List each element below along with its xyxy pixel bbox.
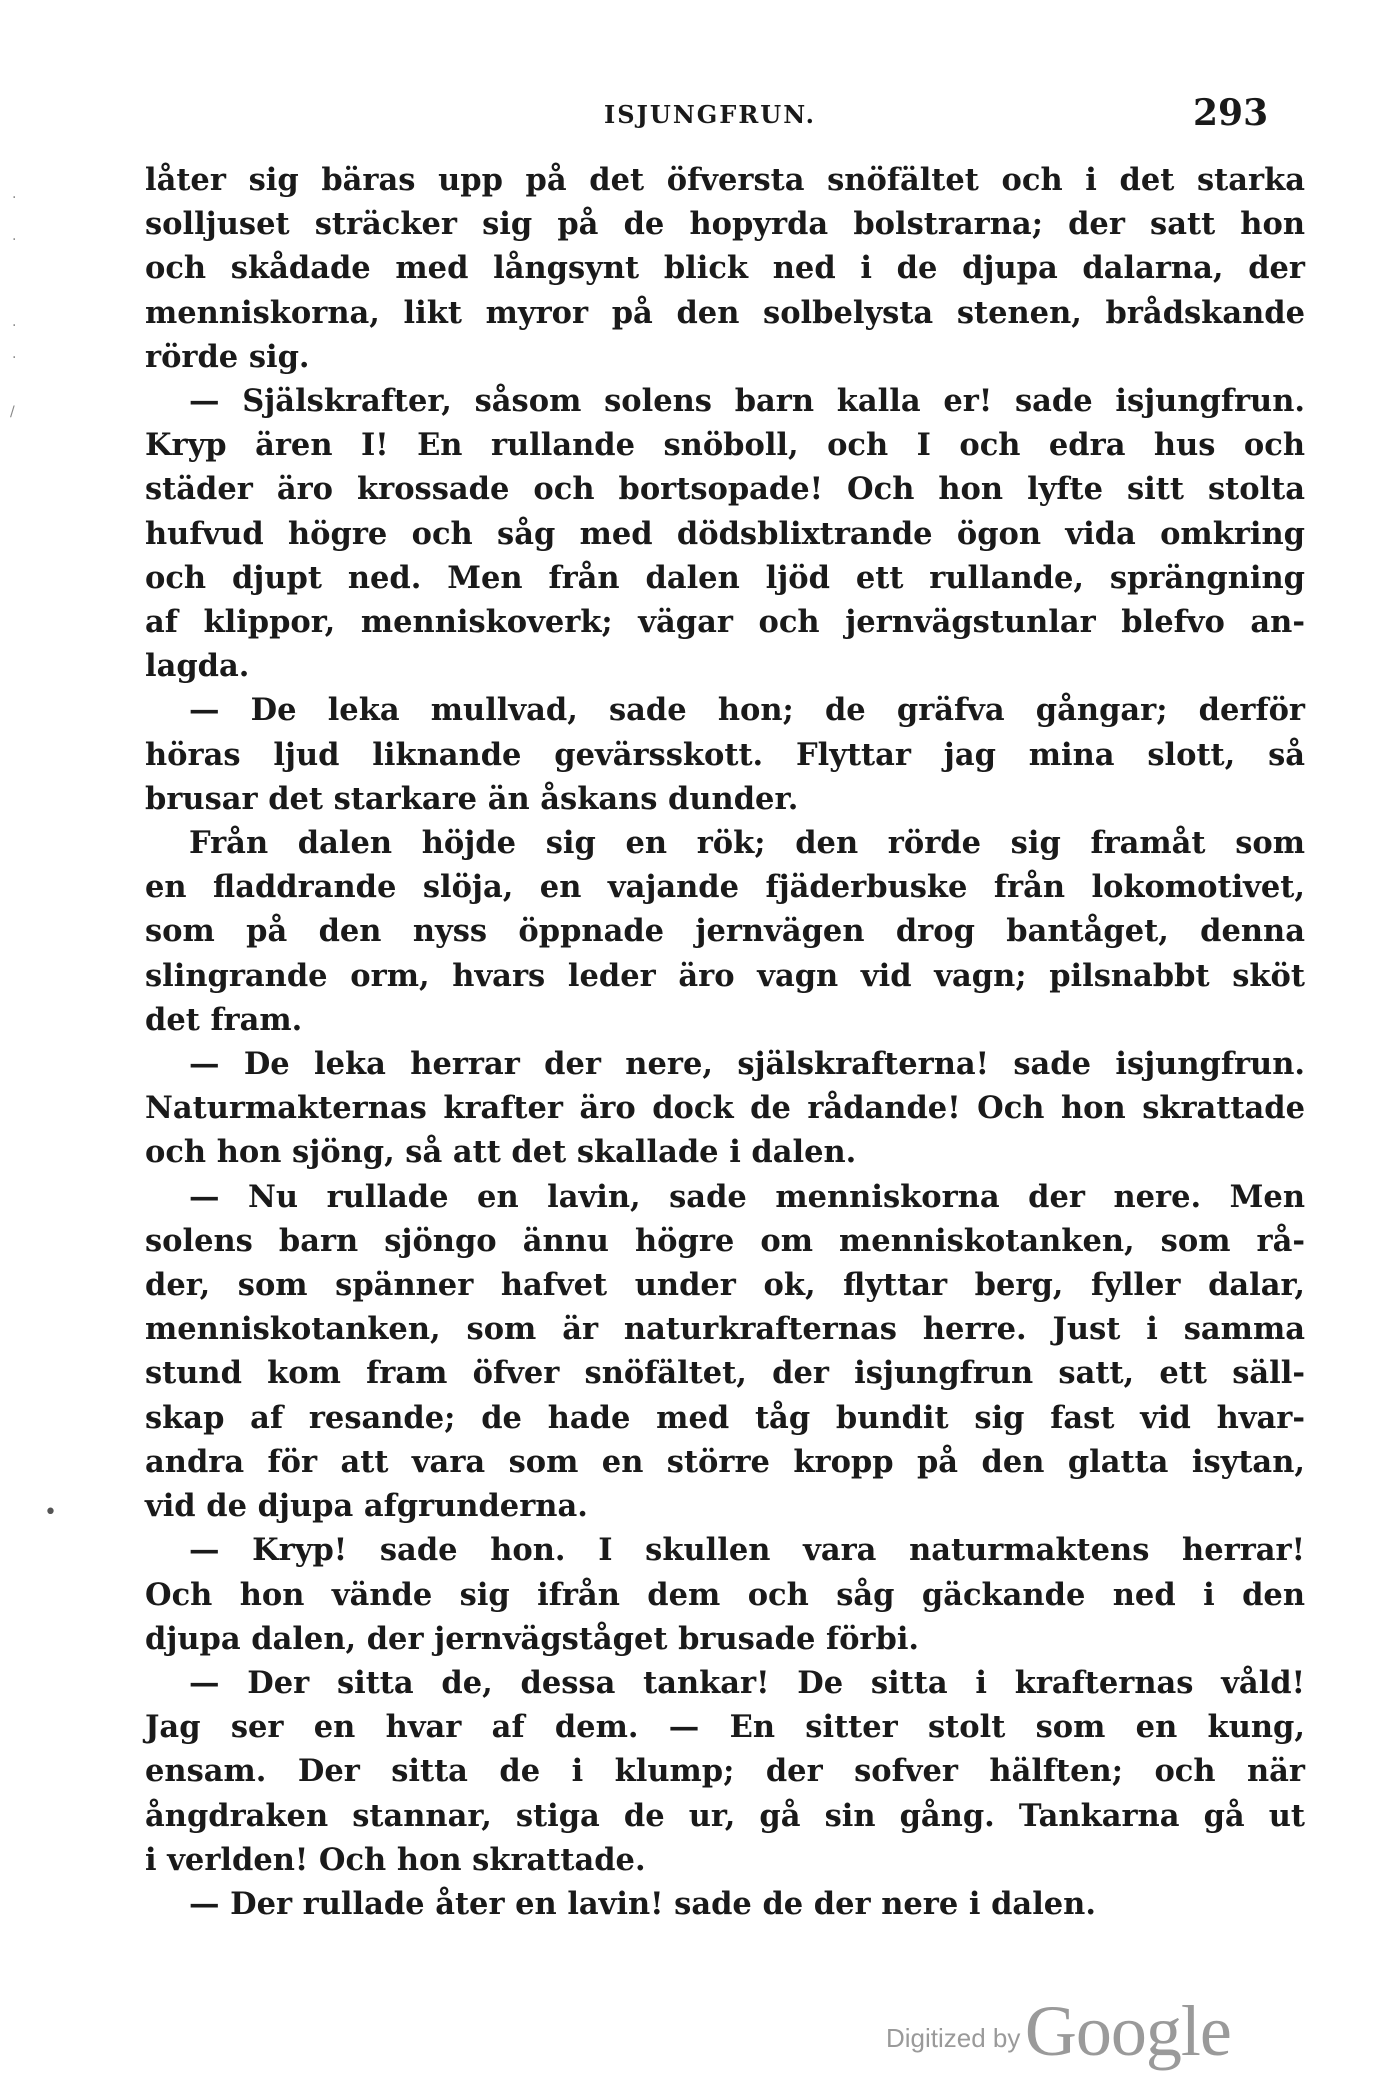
text-line: der, som spänner hafvet under ok, flyttar berg, fyller dalar, [145, 1267, 1305, 1304]
text-line: — Själskrafter, såsom solens barn kalla er! sade isjungfrun. [189, 383, 1305, 420]
text-line: — De leka mullvad, sade hon; de gräfva gångar; derför [189, 692, 1305, 729]
text-line: djupa dalen, der jernvägståget brusade förbi. [145, 1620, 920, 1657]
text-line: menniskorna, likt myror på den solbelysta stenen, brådskande [145, 294, 1305, 331]
text-line: brusar det starkare än åskans dunder. [145, 780, 799, 817]
text-line: lagda. [145, 648, 250, 685]
text-line: som på den nyss öppnade jernvägen drog bantåget, denna [145, 913, 1305, 950]
text-line: och skådade med långsynt blick ned i de djupa dalarna, der [145, 250, 1305, 287]
digitized-by-google-watermark [886, 1990, 1231, 2073]
text-line: och djupt ned. Men från dalen ljöd ett rullande, sprängning [145, 559, 1305, 596]
text-line: städer äro krossade och bortsopade! Och hon lyfte sitt stolta [145, 471, 1305, 508]
text-line: och hon sjöng, så att det skallade i dalen. [145, 1134, 857, 1171]
text-line: vid de djupa afgrunderna. [145, 1488, 588, 1525]
text-line: — De leka herrar der nere, själskrafterna! sade isjungfrun. [189, 1046, 1305, 1083]
text-line: andra för att vara som en större kropp på den glatta isytan, [145, 1443, 1305, 1480]
page-body-text [145, 158, 1305, 1926]
text-line: slingrande orm, hvars leder äro vagn vid vagn; pilsnabbt sköt [145, 957, 1305, 994]
text-line: — Nu rullade en lavin, sade menniskorna der nere. Men [189, 1178, 1305, 1215]
text-line: hufvud högre och såg med dödsblixtrande ögon vida omkring [145, 515, 1305, 552]
text-line: — Kryp! sade hon. I skullen vara naturmaktens herrar! [189, 1532, 1305, 1569]
running-title: ISJUNGFRUN. [604, 100, 816, 129]
text-line: ensam. Der sitta de i klump; der sofver hälften; och när [145, 1753, 1305, 1790]
text-line: i verlden! Och hon skrattade. [145, 1841, 646, 1878]
text-line: låter sig bäras upp på det öfversta snöfältet och i det starka [145, 162, 1305, 198]
text-line: — Der sitta de, dessa tankar! De sitta i krafternas våld! [189, 1664, 1305, 1701]
text-line: Kryp ären I! En rullande snöboll, och I och edra hus och [145, 427, 1305, 464]
text-line: menniskotanken, som är naturkrafternas herre. Just i samma [145, 1311, 1305, 1348]
margin-speck: · [12, 190, 17, 206]
watermark-prefix: Digitized by [886, 2023, 1021, 2053]
margin-speck: · [12, 232, 17, 248]
text-line: solljuset sträcker sig på de hopyrda bolstrarna; der satt hon [145, 206, 1305, 243]
text-line: solens barn sjöngo ännu högre om menniskotanken, som rå- [145, 1222, 1305, 1259]
text-line: rörde sig. [145, 338, 310, 375]
text-line: det fram. [145, 1001, 303, 1038]
text-line: — Der rullade åter en lavin! sade de der nere i dalen. [189, 1885, 1096, 1922]
margin-speck: · [12, 318, 17, 334]
text-line: Från dalen höjde sig en rök; den rörde sig framåt som [189, 825, 1305, 862]
margin-speck: · [12, 350, 17, 366]
margin-speck: / [10, 404, 15, 420]
text-line: Naturmakternas krafter äro dock de rådande! Och hon skrattade [145, 1090, 1305, 1127]
text-line: stund kom fram öfver snöfältet, der isjungfrun satt, ett säll- [145, 1355, 1305, 1392]
page-number: 293 [1193, 92, 1269, 134]
text-line: Jag ser en hvar af dem. — En sitter stolt som en kung, [145, 1709, 1305, 1746]
text-line: en fladdrande slöja, en vajande fjäderbuske från lokomotivet, [145, 869, 1305, 906]
text-line: höras ljud liknande gevärsskott. Flyttar jag mina slott, så [145, 736, 1305, 773]
text-line: Och hon vände sig ifrån dem och såg gäckande ned i den [145, 1576, 1305, 1613]
text-line: af klippor, menniskoverk; vägar och jernvägstunlar blefvo an- [145, 604, 1305, 641]
margin-speck: • [44, 1500, 57, 1525]
google-logo: Google [1024, 1991, 1231, 2071]
text-line: skap af resande; de hade med tåg bundit sig fast vid hvar- [145, 1399, 1305, 1436]
text-line: ångdraken stannar, stiga de ur, gå sin gång. Tankarna gå ut [145, 1797, 1305, 1834]
